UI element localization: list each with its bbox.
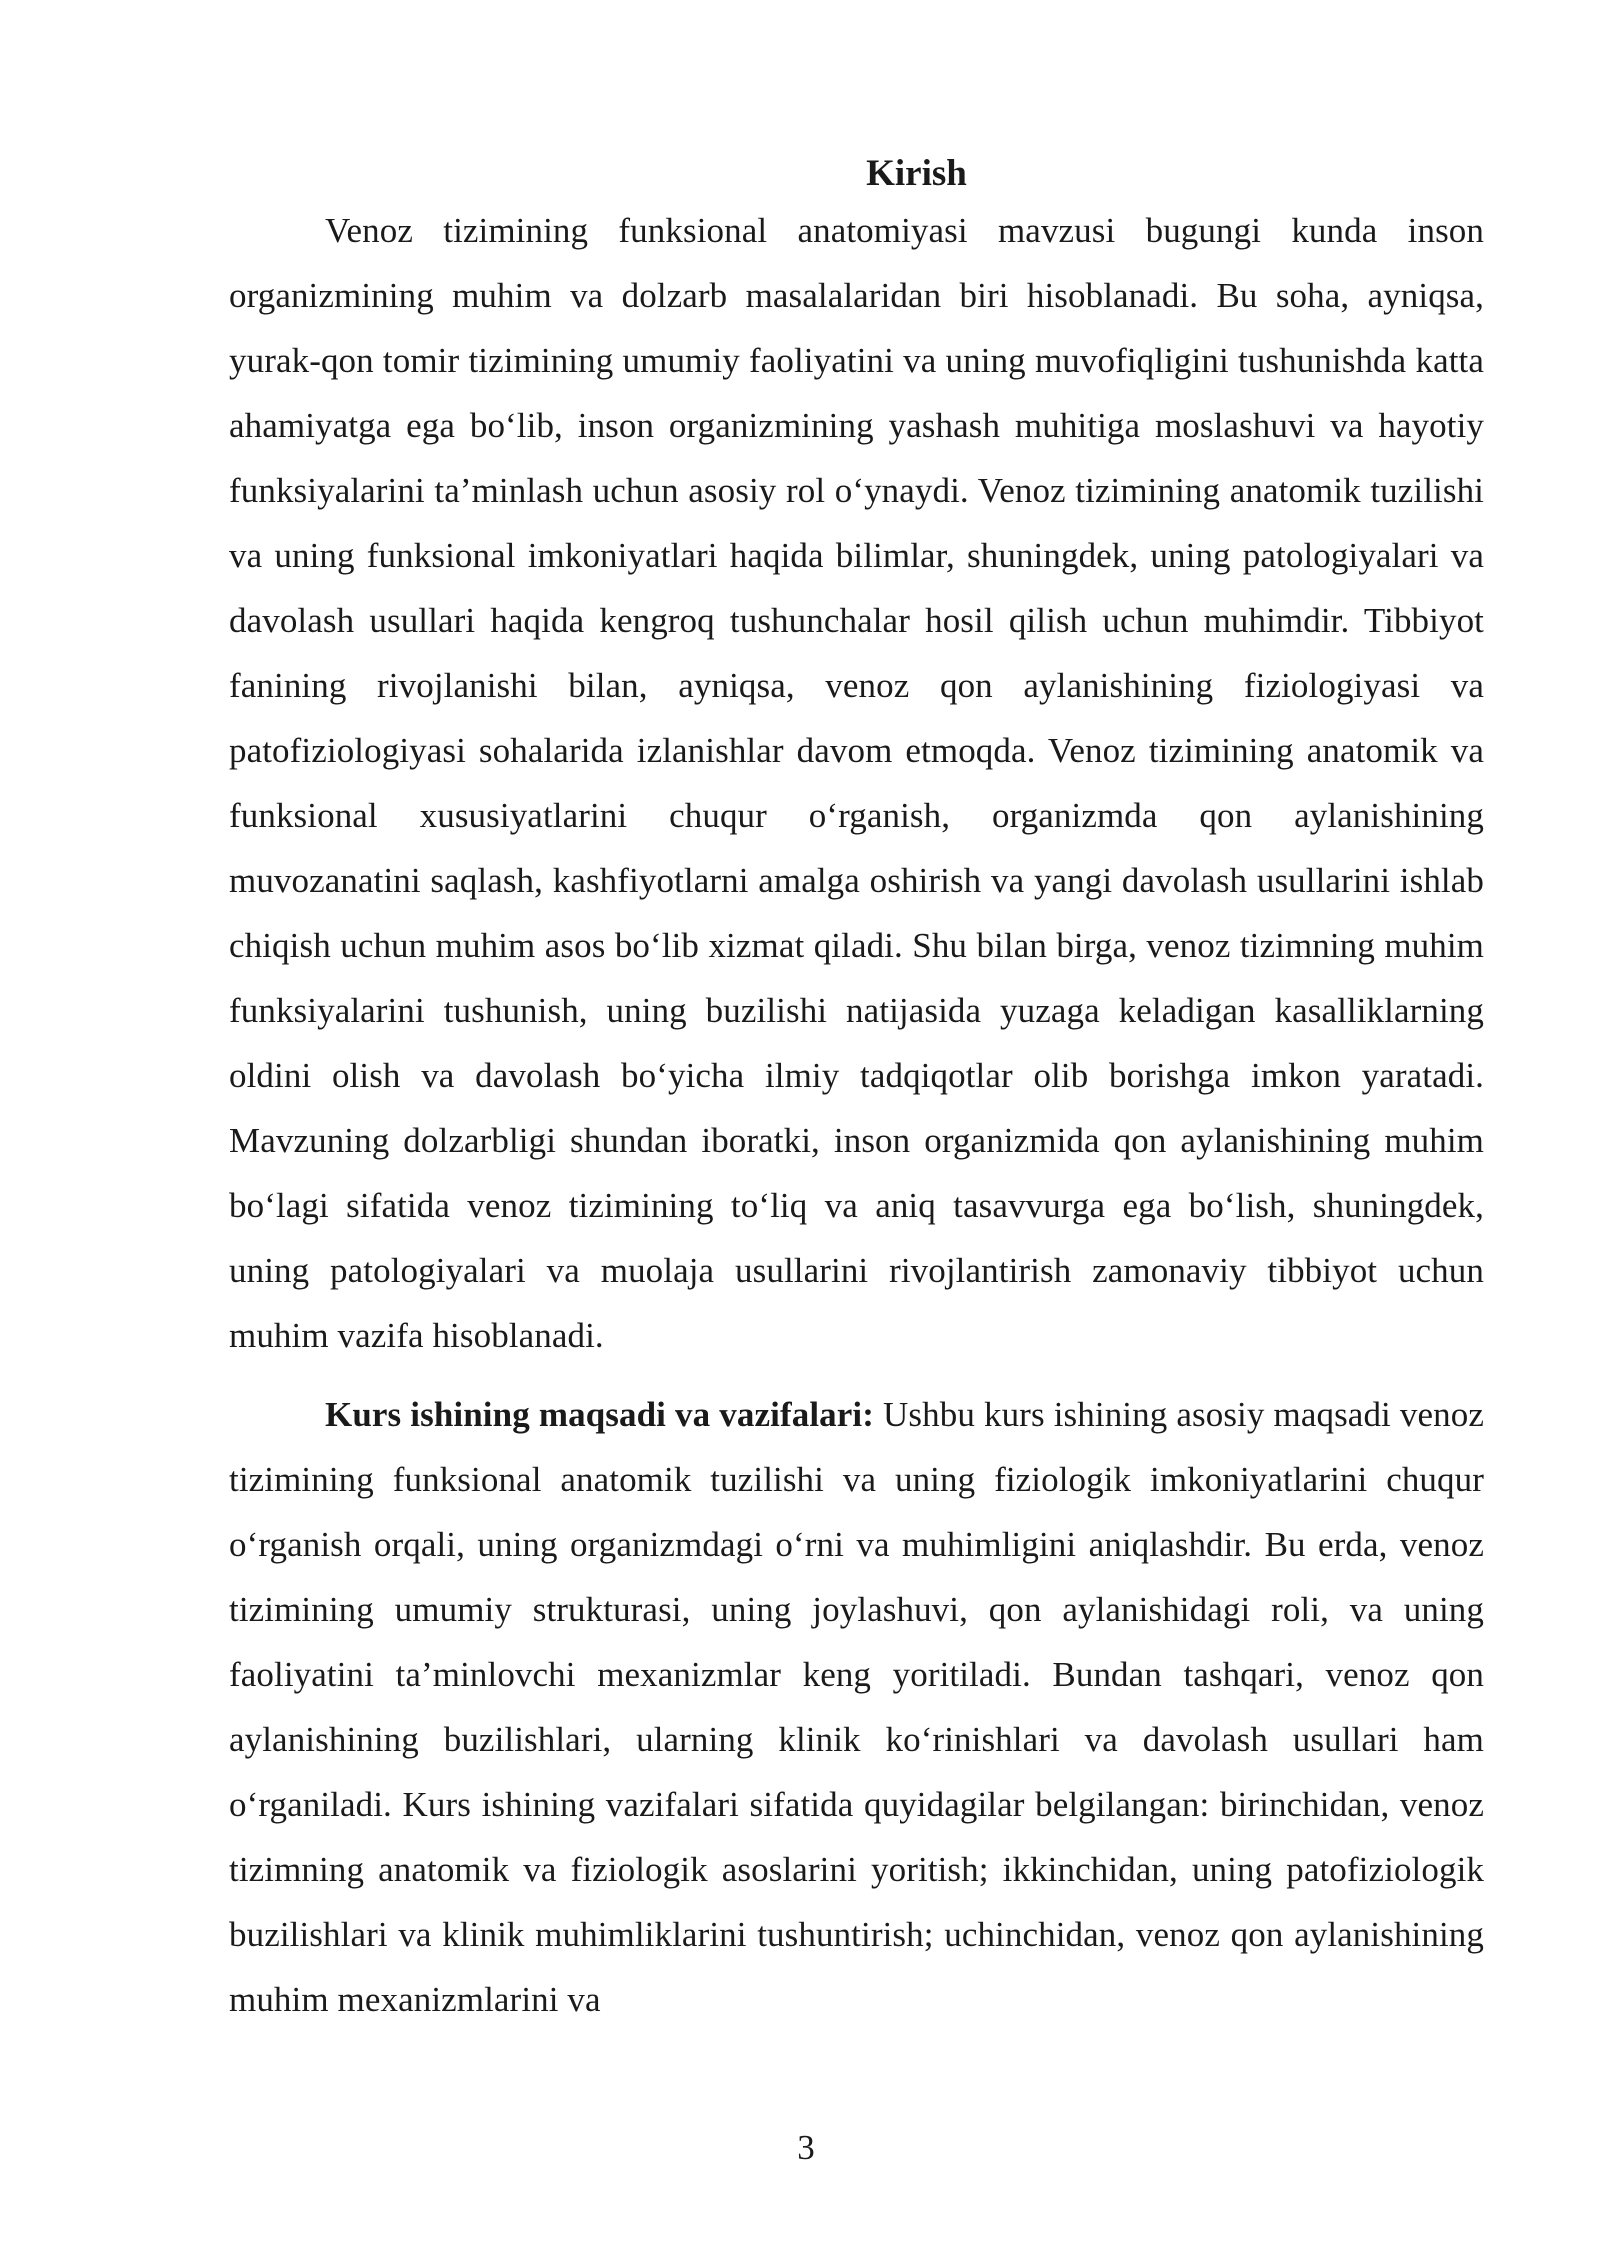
intro-paragraph: Venoz tizimining funksional anatomiyasi mavzusi bugungi kunda inson organizmining muhim va dolzarb masalalaridan biri hisoblanadi. Bu soha, ayniqsa, yurak-qon tomir tizimining umumiy faoliyatini va uning muvofiqligini tushunishda katta ahamiyatga ega bo‘lib, inson organizmining yashash muhitiga moslashuvi va hayotiy funksiyalarini ta’minlash uchun asosiy rol o‘ynaydi. Venoz tizimining anatomik tuzilishi va uning funksional imkoniyatlari haqida bilimlar, shuningdek, uning patologiyalari va davolash usullari haqida kengroq tushunchalar hosil qilish uchun muhimdir. Tibbiyot fanining rivojlanishi bilan, ayniqsa, venoz qon aylanishining fiziologiyasi va patofiziologiyasi sohalarida izlanishlar davom etmoqda. Venoz tizimining anatomik va funksional xususiyatlarini chuqur o‘rganish, organizmda qon aylanishining muvozanatini saqlash, kashfiyotlarni amalga oshirish va yangi davolash usullarini ishlab chiqish uchun muhim asos bo‘lib xizmat qiladi. Shu bilan birga, venoz tizimning muhim funksiyalarini tushunish, uning buzilishi natijasida yuzaga keladigan kasalliklarning oldini olish va davolash bo‘yicha ilmiy tadqiqotlar olib borishga imkon yaratadi. Mavzuning dolzarbligi shundan iboratki, inson organizmida qon aylanishining muhim bo‘lagi sifatida venoz tizimining to‘liq va aniq tasavvurga ega bo‘lish, shuningdek, uning patologiyalari va muolaja usullarini rivojlantirish zamonaviy tibbiyot uchun muhim vazifa hisoblanadi. — [229, 211, 1484, 1355]
page-content — [229, 150, 1484, 2032]
goals-heading: Kurs ishining maqsadi va vazifalari: — [325, 1395, 874, 1434]
section-title: Kirish — [866, 153, 967, 194]
page-number: 3 — [797, 2128, 815, 2167]
goals-text: Ushbu kurs ishining asosiy maqsadi venoz tizimining funksional anatomik tuzilishi va uning fiziologik imkoniyatlarini chuqur o‘rganish orqali, uning organizmdagi o‘rni va muhimligini aniqlashdir. Bu erda, venoz tizimining umumiy strukturasi, uning joylashuvi, qon aylanishidagi roli, va uning faoliyatini ta’minlovchi mexanizmlar keng yoritiladi. Bundan tashqari, venoz qon aylanishining buzilishlari, ularning klinik ko‘rinishlari va davolash usullari ham o‘rganiladi. Kurs ishining vazifalari sifatida quyidagilar belgilangan: birinchidan, venoz tizimning anatomik va fiziologik asoslarini yoritish; ikkinchidan, uning patofiziologik buzilishlari va klinik muhimliklarini tushuntirish; uchinchidan, venoz qon aylanishining muhim mexanizmlarini va — [229, 1395, 1484, 2019]
goals-paragraph — [229, 1382, 1484, 2032]
